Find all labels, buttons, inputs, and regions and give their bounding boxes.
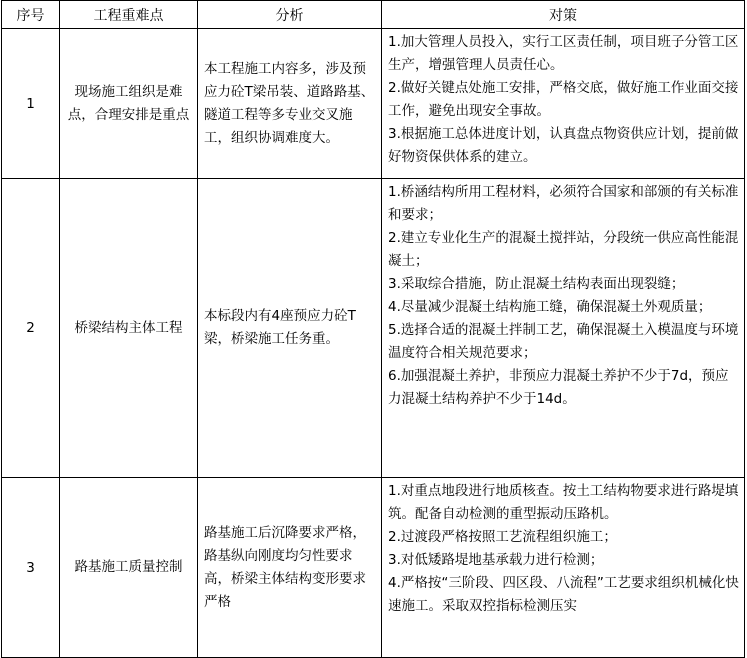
- measure-item: 3.对低矮路堤地基承载力进行检测；: [388, 552, 604, 568]
- measure-item: 2.建立专业化生产的混凝土搅拌站，分段统一供应高性能混凝土；: [388, 230, 739, 269]
- header-row: [2, 1, 745, 29]
- analysis-cell: 本标段内有4座预应力砼T梁，桥梁施工任务重。: [198, 179, 382, 478]
- measure-item: 2.做好关键点处施工安排，严格交底，做好施工作业面交接工作，避免出现安全事故。: [388, 80, 739, 119]
- difficulty-cell: 路基施工质量控制: [60, 478, 198, 658]
- measure-item: 3.采取综合措施，防止混凝土结构表面出现裂缝；: [388, 276, 685, 292]
- measure-item: 1.桥涵结构所用工程材料，必须符合国家和部颁的有关标准和要求；: [388, 184, 739, 223]
- analysis-cell: 本工程施工内容多，涉及预应力砼T梁吊装、道路路基、隧道工程等多专业交叉施工，组织协调难度大。: [198, 29, 382, 179]
- difficulty-cell: 现场施工组织是难点，合理安排是重点: [60, 29, 198, 179]
- row-number: 3: [2, 478, 60, 658]
- header-difficulty: 工程重难点: [60, 1, 198, 29]
- measures-cell: [382, 179, 745, 478]
- measure-item: 4.严格按“三阶段、四区段、八流程”工艺要求组织机械化快速施工。采取双控指标检测压实: [388, 575, 739, 614]
- countermeasures-table: [1, 0, 745, 658]
- measure-item: 5.选择合适的混凝土拌制工艺，确保混凝土入模温度与环境温度符合相关规范要求；: [388, 322, 739, 361]
- measures-cell: [382, 29, 745, 179]
- header-analysis: 分析: [198, 1, 382, 29]
- measure-item: 4.尽量减少混凝土结构施工缝，确保混凝土外观质量；: [388, 299, 712, 315]
- measure-item: 1.加大管理人员投入，实行工区责任制，项目班子分管工区生产，增强管理人员责任心。: [388, 34, 739, 73]
- measures-cell: [382, 478, 745, 658]
- table-row: [2, 179, 745, 478]
- header-no: 序号: [2, 1, 60, 29]
- row-number: 1: [2, 29, 60, 179]
- difficulty-cell: 桥梁结构主体工程: [60, 179, 198, 478]
- table-row: [2, 29, 745, 179]
- measure-item: 2.过渡段严格按照工艺流程组织施工；: [388, 529, 617, 545]
- measure-item: 1.对重点地段进行地质核查。按土工结构物要求进行路堤填筑。配备自动检测的重型振动压路机。: [388, 483, 739, 522]
- measure-item: 3.根据施工总体进度计划，认真盘点物资供应计划，提前做好物资保供体系的建立。: [388, 126, 739, 165]
- table-row: [2, 478, 745, 658]
- row-number: 2: [2, 179, 60, 478]
- measure-item: 6.加强混凝土养护，非预应力混凝土养护不少于7d，预应力混凝土结构养护不少于14d。: [388, 368, 729, 407]
- analysis-cell: 路基施工后沉降要求严格，路基纵向刚度均匀性要求高，桥梁主体结构变形要求严格: [198, 478, 382, 658]
- header-measures: 对策: [382, 1, 745, 29]
